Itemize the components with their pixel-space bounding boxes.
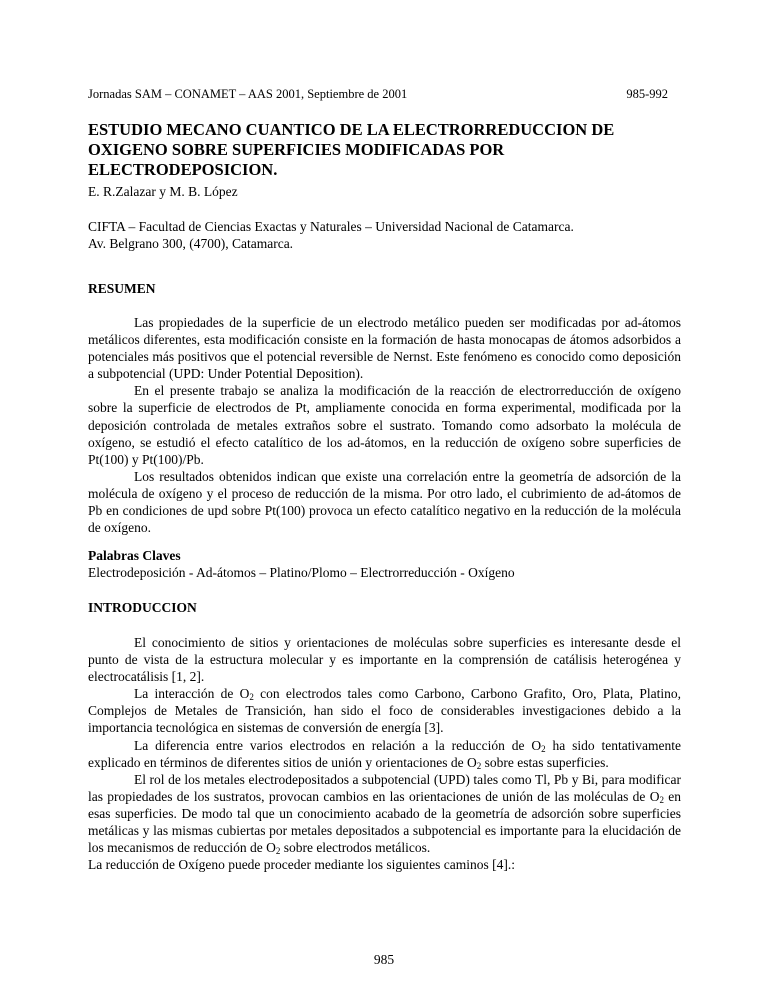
intro-heading: INTRODUCCION xyxy=(88,600,197,615)
title-line: ELECTRODEPOSICION. xyxy=(88,160,278,179)
paper-title xyxy=(88,120,688,180)
title-line: OXIGENO SOBRE SUPERFICIES MODIFICADAS POR xyxy=(88,140,505,159)
affiliation-line: Av. Belgrano 300, (4700), Catamarca. xyxy=(88,236,294,251)
page-number: 985 xyxy=(373,952,395,967)
intro-body xyxy=(88,634,681,873)
resumen-heading: RESUMEN xyxy=(88,281,156,296)
authors: E. R.Zalazar y M. B. López xyxy=(88,184,238,199)
resumen-paragraph: En el presente trabajo se analiza la modificación de la reacción de electrorreducción de oxígeno sobre la superficie de electrodos de Pt, ampliamente conocida en forma experimental, modificada por la deposición controlada de metales extraños sobre el sustrato. Tomando como adsorbato la molécula de oxígeno, se estudió el efecto catalítico de los ad-átomos, en la reducción de oxígeno sobre superficies de Pt(100) y Pt(100)/Pb. xyxy=(88,383,681,467)
intro-paragraph: El conocimiento de sitios y orientaciones de moléculas sobre superficies es interesante desde el punto de vista de la estructura molecular y es importante en la comprensión de catálisis heterogénea y electrocatálisis [1, 2]. xyxy=(88,635,681,685)
intro-paragraph: La interacción de $O_2$ con electrodos tales como Carbono, Carbono Grafito, Oro, Plata, Platino, Complejos de Metales de Transición, han sido el foco de considerables investigaciones debido a la importancia tecnológica en sistemas de conversión de energía [3]. xyxy=(88,686,681,736)
affiliation xyxy=(88,218,681,252)
affiliation-line: CIFTA – Facultad de Ciencias Exactas y Naturales – Universidad Nacional de Catamarca. xyxy=(88,219,574,234)
header-conference: Jornadas SAM – CONAMET – AAS 2001, Septiembre de 2001 xyxy=(88,87,408,101)
keywords-heading: Palabras Claves xyxy=(88,548,181,563)
keywords-text: Electrodeposición - Ad-átomos – Platino/Plomo – Electrorreducción - Oxígeno xyxy=(88,565,515,580)
title-line: ESTUDIO MECANO CUANTICO DE LA ELECTRORREDUCCION DE xyxy=(88,120,615,139)
intro-paragraph: La reducción de Oxígeno puede proceder mediante los siguientes caminos [4].: xyxy=(88,857,515,873)
intro-paragraph: La diferencia entre varios electrodos en relación a la reducción de $O_2$ ha sido tentativamente explicado en términos de diferentes sitios de unión y orientaciones de $O_2$ sobre estas superficies. xyxy=(88,737,681,771)
resumen-body xyxy=(88,314,681,536)
intro-paragraph: El rol de los metales electrodepositados a subpotencial (UPD) tales como Tl, Pb y Bi, para modificar las propiedades de los sustratos, provocan cambios en las orientaciones de unión de las moléculas de $O_2$ en esas superficies. De modo tal que un conocimiento acabado de la geometría de adsorción sobre superficies metálicas y las mismas cubiertas por metales depositados a subpotencial es importante para la elucidación de los mecanismos de reducción de $O_2$ sobre electrodos metálicos. xyxy=(88,771,681,857)
header-pages: 985-992 xyxy=(626,87,668,101)
resumen-paragraph: Las propiedades de la superficie de un electrodo metálico pueden ser modificadas por ad-átomos metálicos diferentes, esta modificación consiste en la formación de hasta monocapas de átomos adsorbidos a potenciales más positivos que el potencial reversible de Nernst. Este fenómeno es conocido como deposición a subpotencial (UPD: Under Potential Deposition). xyxy=(88,315,681,382)
resumen-paragraph: Los resultados obtenidos indican que existe una correlación entre la geometría de adsorción de la molécula de oxígeno y el proceso de reducción de la misma. Por otro lado, el cubrimiento de ad-átomos de Pb en condiciones de upd sobre Pt(100) provoca un efecto catalítico negativo en la reducción de la molécula de oxígeno. xyxy=(88,468,681,536)
